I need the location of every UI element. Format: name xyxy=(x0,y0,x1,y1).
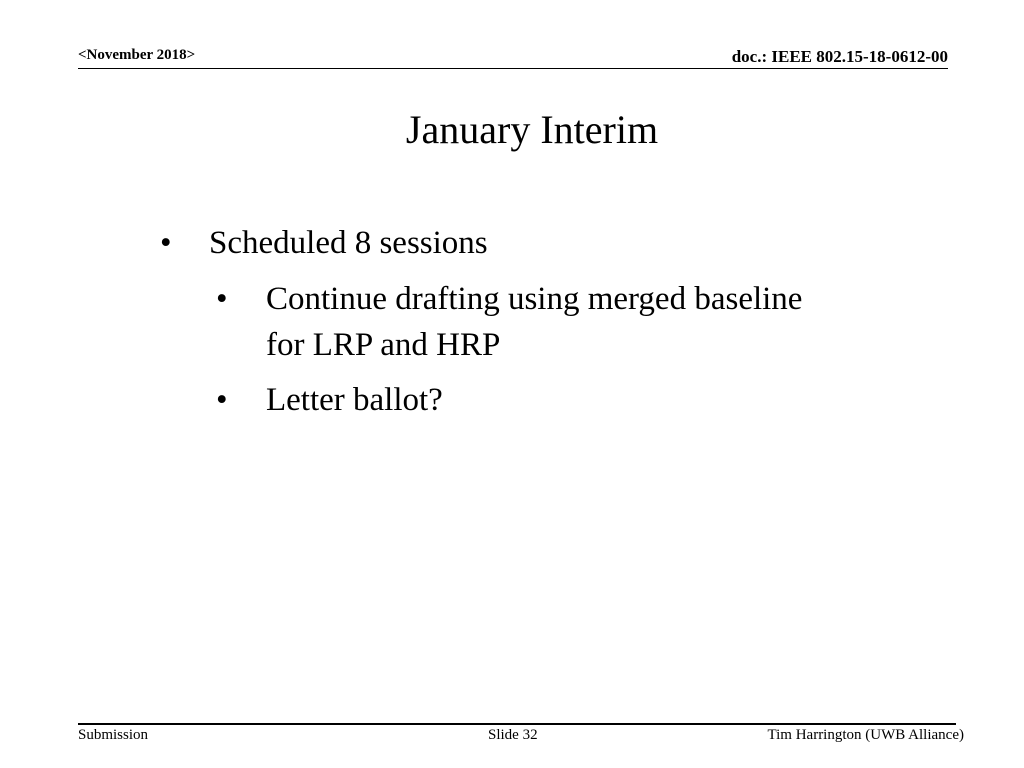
sub-bullet-item xyxy=(216,377,536,423)
bullet-text xyxy=(266,276,802,368)
bullet-text: Letter ballot? xyxy=(266,382,443,418)
header-doc-id: doc.: IEEE 802.15-18-0612-00 xyxy=(731,47,948,66)
sub-bullet-item xyxy=(216,276,936,370)
bullet-marker: • xyxy=(216,382,228,418)
bullet-marker: • xyxy=(160,225,172,261)
footer-author: Tim Harrington (UWB Alliance) xyxy=(767,727,964,743)
footer-slide-number: Slide 32 xyxy=(488,727,538,743)
bullet-text-line-1: Continue drafting using merged baseline xyxy=(266,281,803,317)
slide-title: January Interim xyxy=(405,107,659,152)
header-divider xyxy=(78,68,948,69)
header-date: <November 2018> xyxy=(78,47,196,63)
bullet-text-line-2: for LRP and HRP xyxy=(266,327,501,363)
footer-divider xyxy=(78,723,956,725)
bullet-marker: • xyxy=(216,281,228,317)
bullet-item xyxy=(160,220,580,266)
bullet-text: Scheduled 8 sessions xyxy=(209,225,488,261)
footer-submission: Submission xyxy=(78,727,149,743)
